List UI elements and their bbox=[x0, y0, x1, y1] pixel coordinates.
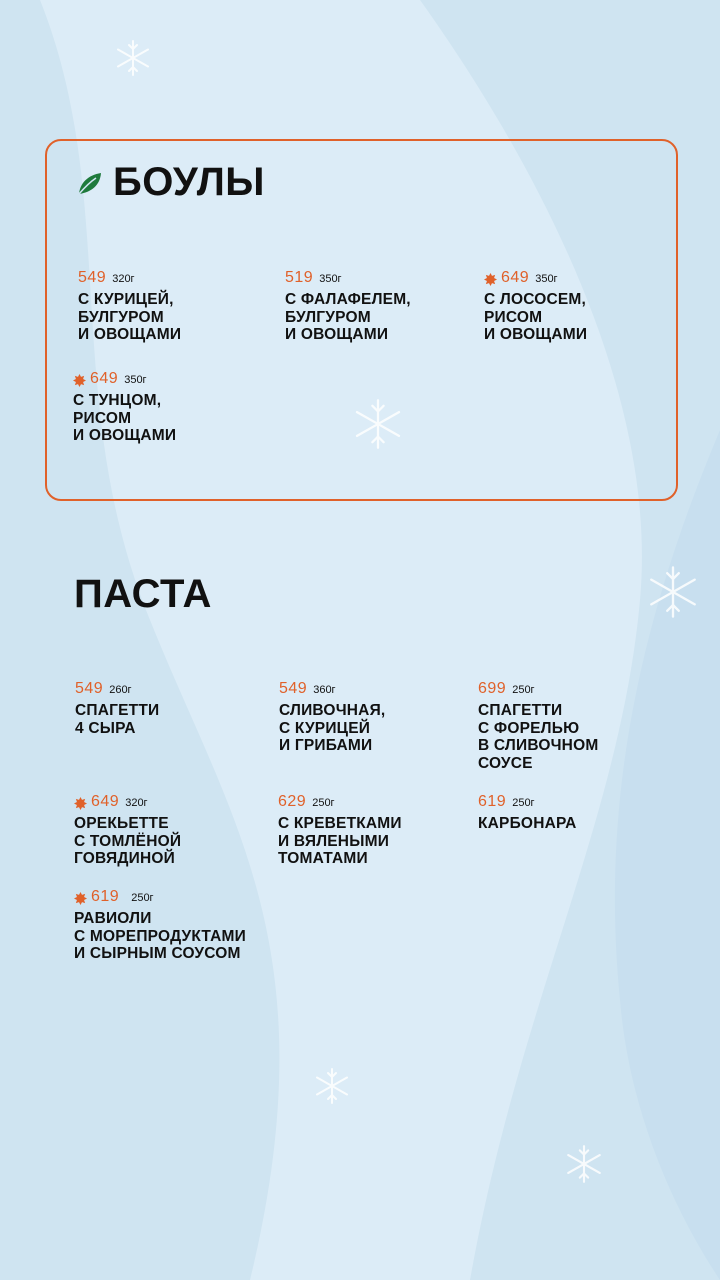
pasta-item bbox=[74, 793, 274, 868]
price-row bbox=[78, 269, 278, 289]
new-badge-icon bbox=[74, 797, 87, 810]
item-weight: 350г bbox=[319, 273, 342, 285]
item-name bbox=[75, 702, 275, 737]
item-name-line: С МОРЕПРОДУКТАМИ bbox=[74, 927, 246, 945]
pasta-item bbox=[478, 680, 678, 772]
item-name bbox=[74, 910, 314, 963]
item-name-line: С ФАЛАФЕЛЕМ, bbox=[285, 291, 411, 308]
item-name-line: С КРЕВЕТКАМИ bbox=[278, 815, 402, 832]
item-price: 519 bbox=[285, 269, 314, 286]
item-name-line: С КУРИЦЕЙ, bbox=[78, 291, 174, 308]
item-name-line: ОРЕКЬЕТТЕ bbox=[74, 815, 169, 832]
price-row bbox=[478, 680, 678, 700]
item-price: 699 bbox=[478, 680, 507, 697]
item-name bbox=[279, 702, 479, 755]
bowl-item bbox=[73, 370, 273, 445]
price-row bbox=[484, 269, 684, 289]
item-name bbox=[74, 815, 274, 868]
item-price: 549 bbox=[75, 680, 104, 697]
new-badge-icon bbox=[484, 273, 497, 286]
item-name-line: СПАГЕТТИ bbox=[75, 702, 160, 719]
item-name-line: СОУСЕ bbox=[478, 754, 533, 772]
item-name-line: БУЛГУРОМ bbox=[285, 308, 371, 326]
item-name-line: В СЛИВОЧНОМ bbox=[478, 737, 599, 754]
item-name-line: С ЛОСОСЕМ, bbox=[484, 291, 587, 308]
item-price: 649 bbox=[501, 269, 530, 286]
snowflake-icon bbox=[312, 1066, 352, 1106]
item-weight: 260г bbox=[109, 684, 132, 696]
pasta-item bbox=[74, 888, 314, 963]
pasta-item bbox=[278, 793, 478, 868]
item-name-line: И ОВОЩАМИ bbox=[484, 326, 588, 343]
snowflake-icon bbox=[644, 563, 702, 621]
item-name bbox=[478, 815, 678, 833]
item-price: 629 bbox=[278, 793, 307, 810]
item-name bbox=[278, 815, 478, 868]
item-name-line: И ОВОЩАМИ bbox=[285, 326, 389, 343]
price-row bbox=[73, 370, 273, 390]
price-row bbox=[74, 888, 314, 908]
item-price: 649 bbox=[90, 370, 119, 387]
item-price: 619 bbox=[478, 793, 507, 810]
item-name-line: РИСОМ bbox=[484, 308, 543, 326]
new-badge-icon bbox=[74, 892, 87, 905]
price-row bbox=[278, 793, 478, 813]
pasta-item bbox=[75, 680, 275, 737]
pasta-item bbox=[279, 680, 479, 755]
item-name bbox=[73, 392, 273, 445]
item-price: 619 bbox=[91, 888, 120, 905]
item-name-line: С ТУНЦОМ, bbox=[73, 392, 162, 409]
pasta-item bbox=[478, 793, 678, 833]
item-name bbox=[478, 702, 678, 772]
item-weight: 250г bbox=[131, 892, 154, 904]
item-weight: 320г bbox=[125, 797, 148, 809]
item-weight: 250г bbox=[512, 797, 535, 809]
item-weight: 250г bbox=[512, 684, 535, 696]
item-name-line: И СЫРНЫМ СОУСОМ bbox=[74, 945, 241, 962]
item-name-line: СЛИВОЧНАЯ, bbox=[279, 702, 386, 719]
item-weight: 350г bbox=[124, 374, 147, 386]
item-name-line: С КУРИЦЕЙ bbox=[279, 719, 371, 737]
item-name-line: ГОВЯДИНОЙ bbox=[74, 850, 175, 867]
item-weight: 250г bbox=[312, 797, 335, 809]
item-name-line: И ОВОЩАМИ bbox=[78, 326, 182, 343]
bowl-item bbox=[484, 269, 684, 344]
bowl-item bbox=[78, 269, 278, 344]
item-name-line: И ГРИБАМИ bbox=[279, 737, 373, 754]
leaf-icon bbox=[76, 169, 104, 197]
item-name-line: СПАГЕТТИ bbox=[478, 702, 563, 719]
item-name-line: КАРБОНАРА bbox=[478, 815, 577, 832]
item-name-line: ТОМАТАМИ bbox=[278, 850, 368, 867]
item-name bbox=[484, 291, 684, 344]
price-row bbox=[478, 793, 678, 813]
pasta-title: ПАСТА bbox=[74, 572, 212, 616]
item-price: 649 bbox=[91, 793, 120, 810]
new-badge-icon bbox=[73, 374, 86, 387]
item-weight: 350г bbox=[535, 273, 558, 285]
item-name-line: БУЛГУРОМ bbox=[78, 308, 164, 326]
item-weight: 360г bbox=[313, 684, 336, 696]
item-name bbox=[285, 291, 485, 344]
price-row bbox=[285, 269, 485, 289]
snowflake-icon bbox=[563, 1143, 605, 1185]
price-row bbox=[279, 680, 479, 700]
item-price: 549 bbox=[78, 269, 107, 286]
item-weight: 320г bbox=[112, 273, 135, 285]
item-name-line: И ВЯЛЕНЫМИ bbox=[278, 832, 390, 850]
item-name-line: РАВИОЛИ bbox=[74, 910, 152, 927]
price-row bbox=[74, 793, 274, 813]
bowl-item bbox=[285, 269, 485, 344]
item-name bbox=[78, 291, 278, 344]
item-name-line: РИСОМ bbox=[73, 409, 132, 427]
bowls-title: БОУЛЫ bbox=[113, 160, 265, 204]
price-row bbox=[75, 680, 275, 700]
snowflake-icon bbox=[113, 38, 153, 78]
item-name-line: С ТОМЛЁНОЙ bbox=[74, 832, 182, 850]
item-price: 549 bbox=[279, 680, 308, 697]
item-name-line: И ОВОЩАМИ bbox=[73, 427, 177, 444]
item-name-line: 4 СЫРА bbox=[75, 719, 136, 737]
item-name-line: С ФОРЕЛЬЮ bbox=[478, 719, 580, 737]
